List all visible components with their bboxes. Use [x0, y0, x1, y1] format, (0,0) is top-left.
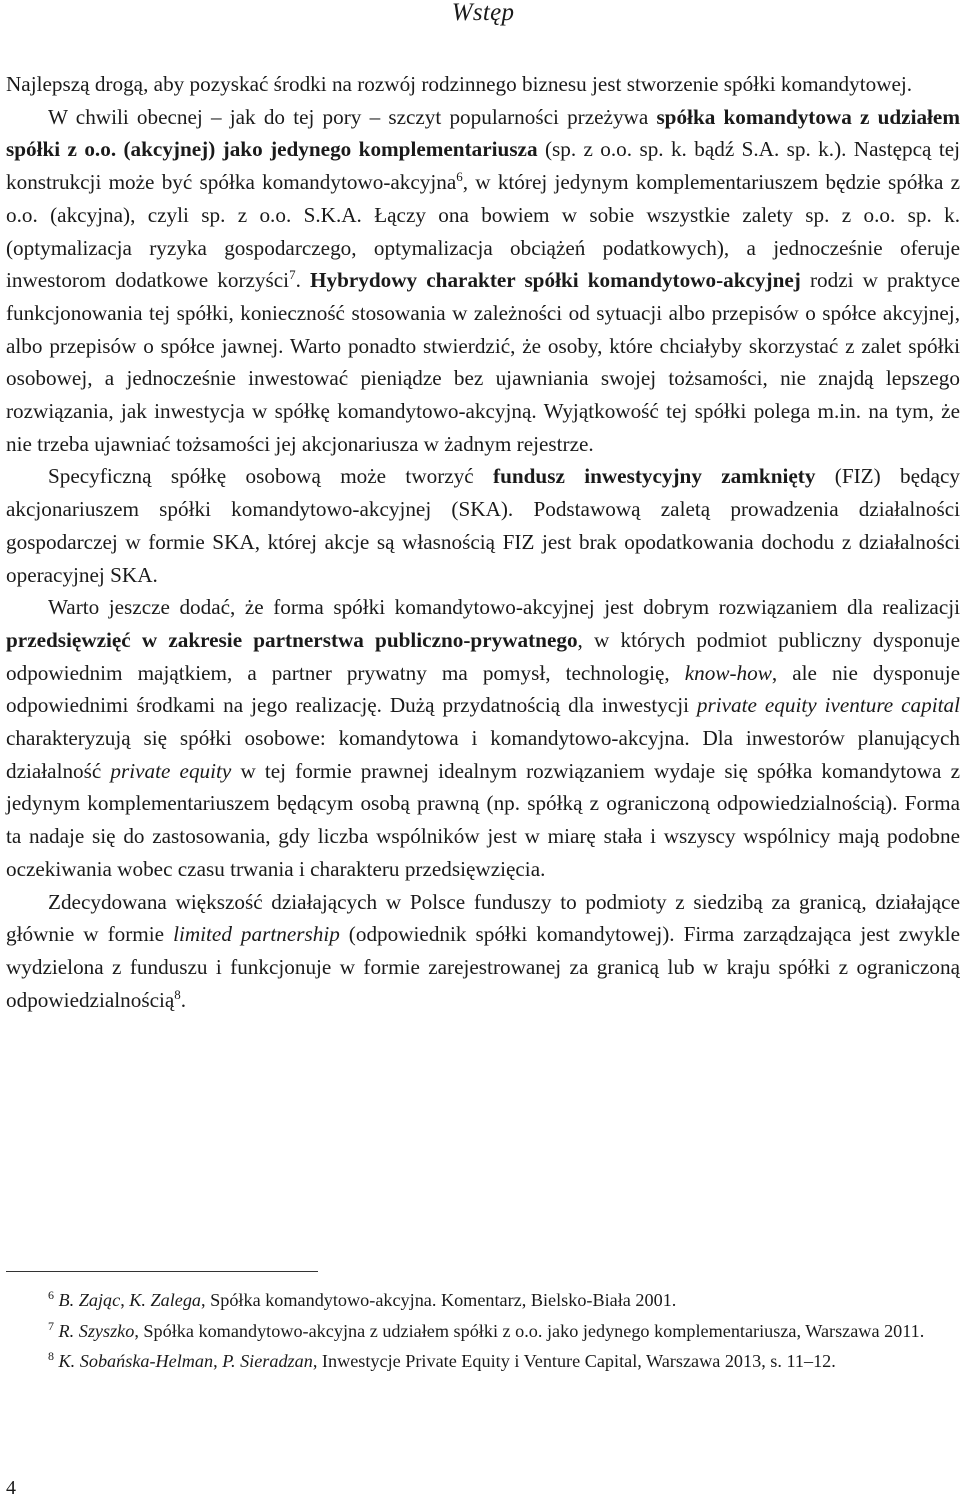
- text-run: private equity: [110, 758, 232, 783]
- text-run: private equity iventure capital: [696, 693, 960, 718]
- footnote-marker: 8: [174, 986, 181, 1002]
- footnote-marker: 7: [48, 1318, 54, 1333]
- text-run: Najlepszą drogą, aby pozyskać środki na rozwój rodzinnego biznesu jest stworzenie spółki komandytowej.: [6, 72, 913, 96]
- footnotes: [6, 1285, 960, 1377]
- text-run: (FIZ) będący akcjonariuszem spółki komandytowo-akcyjnej (SKA). Podstawową zaletą prowadzenia działalności gospodarczej w formie SKA, której akcje są własnością FIZ jest brak opodatkowania dochodu z działalności operacyjnej SKA.: [6, 464, 960, 587]
- text-run: , w których podmiot publiczny dysponuje odpowiednim majątkiem, a partner prywatny ma pomysł, technologię,: [6, 627, 960, 685]
- footnote-marker: 6: [456, 169, 463, 185]
- text-run: Warto jeszcze dodać, że forma spółki komandytowo-akcyjnej jest dobrym rozwiązaniem dla realizacji: [48, 595, 960, 620]
- text-run: limited partnership: [173, 922, 340, 947]
- text-run: w tej formie prawnej idealnym rozwiązaniem wydaje się spółka komandytowa z jedynym komplementariuszem będącym osobą prawną (np. spółką z ograniczoną odpowiedzialnością). Forma ta nadaje się do zastosowania, gdy liczba wspólników jest w miarę stała i wszyscy wspólnicy mają podobne oczekiwania wobec czasu trwania i charakteru przedsięwzięcia.: [6, 758, 960, 881]
- text-run: K. Sobańska-Helman: [58, 1351, 214, 1371]
- text-run: know-how: [684, 660, 772, 685]
- text-run: .: [180, 987, 187, 1012]
- text-run: K. Zalega: [129, 1290, 202, 1310]
- text-run: spółka komandytowa z udziałem spółki z o.o. (akcyjnej) jako jedynego komplementariusza: [6, 104, 960, 162]
- text-run: , Inwestycje Private Equity i Venture Capital, Warszawa 2013, s. 11–12.: [312, 1351, 836, 1371]
- footnote-marker: 7: [289, 267, 296, 283]
- running-header: Wstęp: [451, 0, 515, 26]
- text-run: charakteryzują się spółki osobowe: komandytowa i komandytowo-akcyjna. Dla inwestorów planujących działalność: [6, 726, 960, 783]
- footnote-6: [6, 1285, 960, 1316]
- text-run: .: [295, 268, 310, 293]
- document-page: [6, 0, 960, 1504]
- paragraph-4: [6, 591, 960, 885]
- text-run: ,: [213, 1351, 223, 1371]
- text-run: przedsięwzięć w zakresie partnerstwa publiczno-prywatnego: [6, 627, 578, 652]
- paragraph-3: [6, 460, 960, 591]
- paragraph-1: [6, 68, 960, 101]
- text-run: , Spółka komandytowo-akcyjna z udziałem spółki z o.o. jako jedynego komplementariusza, Warszawa 2011.: [134, 1320, 925, 1341]
- text-run: Zdecydowana większość działających w Polsce funduszy to podmioty z siedzibą za granicą, działające głównie w formie: [6, 889, 960, 947]
- text-run: R. Szyszko: [58, 1320, 135, 1341]
- body-text: [6, 68, 960, 1016]
- text-run: B. Zając: [58, 1290, 121, 1310]
- text-run: (sp. z o.o. sp. k. bądź S.A. sp. k.). Następcą tej konstrukcji może być spółka komandytowo-akcyjna: [6, 137, 960, 195]
- footnote-7: [6, 1316, 960, 1347]
- text-run: fundusz inwestycyjny zamknięty: [493, 464, 816, 489]
- text-run: , w której jedynym komplementariuszem będzie spółka z o.o. (akcyjna), czyli sp. z o.o. S.K.A. Łączy ona bowiem w sobie wszystkie zalety sp. z o.o. sp. k. (optymalizacja ryzyka gospodarczego, optymalizacja obciążeń podatkowych), a jednocześnie oferuje inwestorom dodatkowe korzyści: [6, 170, 960, 293]
- paragraph-5: [6, 886, 960, 1017]
- text-run: Hybrydowy charakter spółki komandytowo-akcyjnej: [310, 268, 801, 293]
- paragraph-2: [6, 101, 960, 461]
- page-number: 4: [6, 1477, 16, 1499]
- footnote-marker: 6: [48, 1287, 54, 1302]
- text-run: , ale nie dysponuje odpowiednimi środkami na jego realizację. Dużą przydatnością dla inwestycji: [6, 660, 960, 718]
- text-run: , Spółka komandytowo-akcyjna. Komentarz, Bielsko-Biała 2001.: [201, 1290, 677, 1310]
- text-run: P. Sieradzan: [222, 1351, 313, 1371]
- text-run: (odpowiednik spółki komandytowej). Firma zarządzająca jest zwykle wydzielona z funduszu i funkcjonuje w formie zarejestrowanej za granicą lub w kraju spółki z ograniczoną odpowiedzialnością: [6, 922, 960, 1012]
- footnote-8: [6, 1346, 960, 1377]
- text-run: W chwili obecnej – jak do tej pory – szczyt popularności przeżywa: [48, 104, 657, 129]
- footnote-divider: [6, 1271, 318, 1272]
- text-run: Specyficzną spółkę osobową może tworzyć: [48, 464, 494, 489]
- text-run: rodzi w praktyce funkcjonowania tej spółki, konieczność stosowania w zależności od sytuacji albo przepisów o spółce akcyjnej, albo przepisów o spółce jawnej. Warto ponadto stwierdzić, że osoby, które chciałyby skorzystać z zalet spółki osobowej, a jednocześnie inwestować pieniądze bez ujawniania swojej tożsamości, nie znajdą lepszego rozwiązania, jak inwestycja w spółkę komandytowo-akcyjną. Wyjątkowość tej spółki polega m.in. na tym, że nie trzeba ujawniać tożsamości jej akcjonariusza w żadnym rejestrze.: [6, 268, 960, 456]
- footnote-marker: 8: [48, 1348, 54, 1363]
- text-run: ,: [120, 1290, 130, 1310]
